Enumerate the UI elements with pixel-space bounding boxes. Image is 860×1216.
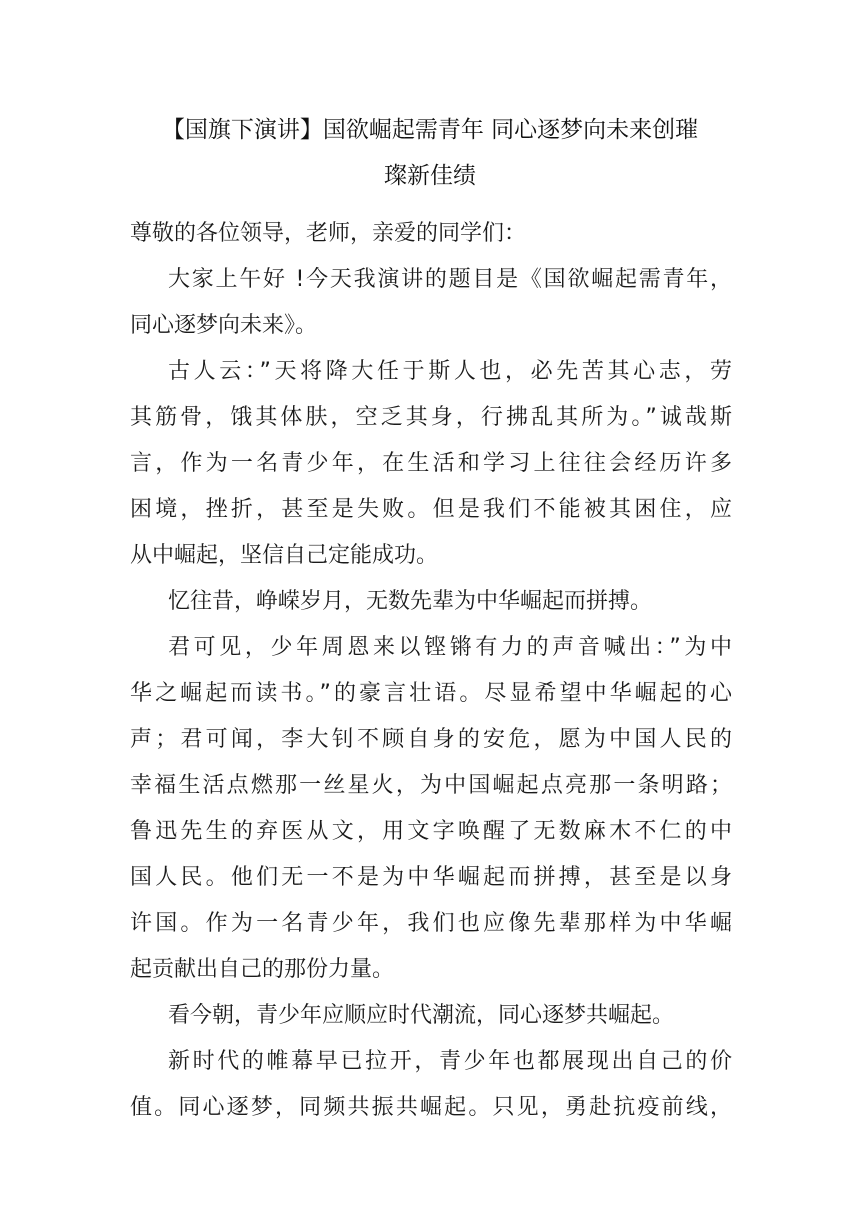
title-line: 璨新佳绩	[384, 163, 476, 189]
paragraph-line: 言，作为一名青少年，在生活和学习上往往会经历许多	[130, 451, 732, 476]
paragraph	[130, 349, 732, 579]
document-body	[130, 211, 732, 1131]
paragraph	[130, 1039, 732, 1131]
paragraph-line: 华之崛起而读书。”的豪言壮语。尽显希望中华崛起的心	[130, 681, 732, 706]
paragraph-line: 幸福生活点燃那一丝星火，为中国崛起点亮那一条明路；	[130, 773, 732, 798]
paragraph-line: 忆往昔，峥嵘岁月，无数先辈为中华崛起而拼搏。	[168, 589, 653, 614]
paragraph-line: 起贡献出自己的那份力量。	[130, 957, 395, 982]
paragraph-line: 君可见，少年周恩来以铿锵有力的声音喊出：”为中	[168, 635, 732, 660]
paragraph-line: 许国。作为一名青少年，我们也应像先辈那样为中华崛	[130, 911, 732, 936]
paragraph-line: 从中崛起，坚信自己定能成功。	[130, 543, 439, 568]
document-title	[120, 108, 740, 200]
paragraph-line: 新时代的帷幕早已拉开，青少年也都展现出自己的价	[168, 1049, 732, 1074]
paragraph-line: 声；君可闻，李大钊不顾自身的安危，愿为中国人民的	[130, 727, 732, 752]
paragraph-line: 国人民。他们无一不是为中华崛起而拼搏，甚至是以身	[130, 865, 732, 890]
paragraph	[130, 257, 732, 349]
paragraph-line: 鲁迅先生的弃医从文，用文字唤醒了无数麻木不仁的中	[130, 819, 732, 844]
paragraph-line: 其筋骨，饿其体肤，空乏其身，行拂乱其所为。”诚哉斯	[130, 405, 732, 430]
paragraph-line: 大家上午好 !今天我演讲的题目是《国欲崛起需青年，	[168, 267, 732, 292]
paragraph-line: 值。同心逐梦，同频共振共崛起。只见，勇赴抗疫前线，	[130, 1095, 732, 1120]
title-line: 【国旗下演讲】国欲崛起需青年 同心逐梦向未来创璀	[161, 117, 699, 143]
salutation: 尊敬的各位领导，老师，亲爱的同学们：	[130, 221, 527, 246]
paragraph	[130, 625, 732, 993]
paragraph-line: 同心逐梦向未来》。	[130, 313, 318, 338]
paragraph-line: 古人云：”天将降大任于斯人也，必先苦其心志，劳	[168, 359, 732, 384]
paragraph-line: 困境，挫折，甚至是失败。但是我们不能被其困住，应	[130, 497, 732, 522]
paragraph-line: 看今朝，青少年应顺应时代潮流，同心逐梦共崛起。	[168, 1003, 675, 1028]
paragraph	[130, 993, 732, 1039]
paragraph	[130, 579, 732, 625]
